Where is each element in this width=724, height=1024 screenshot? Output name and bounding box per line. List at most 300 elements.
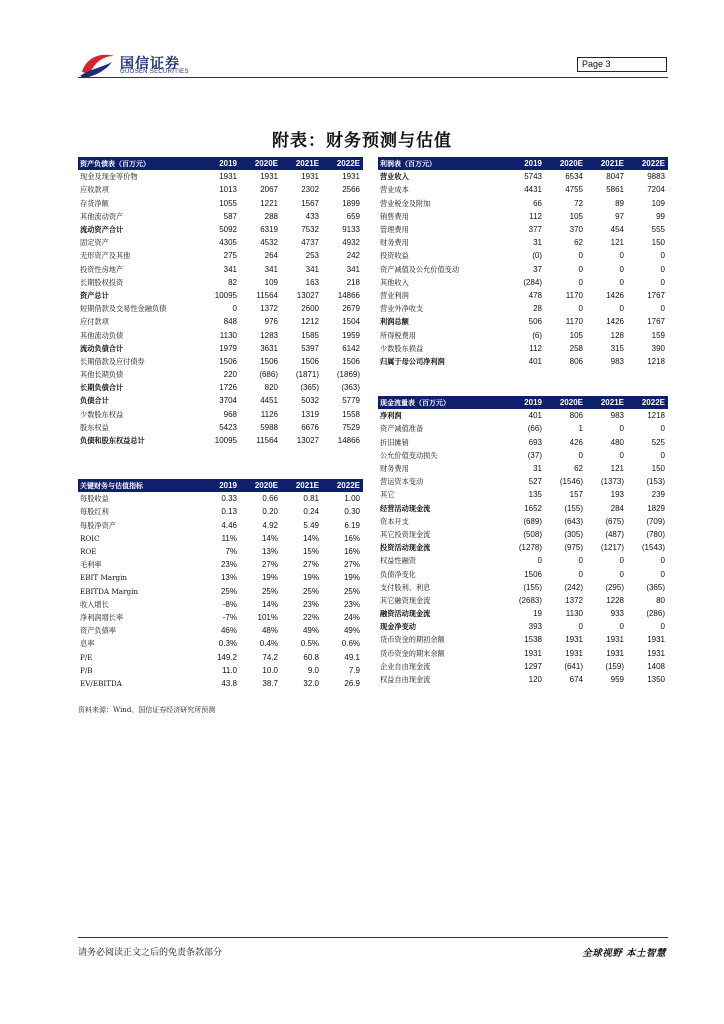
cell-value: 10095 <box>214 436 237 446</box>
table-row <box>378 183 668 196</box>
row-label: 净利润增长率 <box>80 612 124 622</box>
table-row <box>378 249 668 262</box>
table-row <box>378 197 668 210</box>
cell-value: 1.00 <box>344 494 360 504</box>
year-header: 2022E <box>627 157 668 170</box>
cell-value: (365) <box>646 582 665 592</box>
table-row <box>78 585 363 598</box>
table-row <box>378 276 668 289</box>
cell-value: 480 <box>610 437 624 447</box>
cell-value: 0 <box>660 622 665 632</box>
table-row <box>78 368 363 381</box>
cell-value: 1221 <box>260 198 278 208</box>
table-header-row <box>78 157 363 170</box>
cell-value: 6.19 <box>344 520 360 530</box>
cell-value: (37) <box>527 450 542 460</box>
cell-value: 1767 <box>647 290 665 300</box>
cell-value: 401 <box>528 356 542 366</box>
income-statement-table <box>378 157 668 368</box>
year-header: 2021E <box>281 479 322 492</box>
row-label: ROIC <box>80 533 100 543</box>
row-label: 收入增长 <box>80 599 109 609</box>
cell-value: 0 <box>660 569 665 579</box>
cell-value: 1426 <box>606 290 624 300</box>
cell-value: 11564 <box>256 436 278 446</box>
cell-value: 806 <box>569 356 583 366</box>
disclaimer-text: 请务必阅读正文之后的免责条款部分 <box>78 948 223 958</box>
table-row <box>378 607 668 620</box>
cell-value: 49.1 <box>344 652 360 662</box>
cell-value: 370 <box>569 225 583 235</box>
cell-value: 1931 <box>565 648 583 658</box>
row-label: 其它 <box>380 490 395 500</box>
cell-value: 284 <box>610 503 624 513</box>
cell-value: 150 <box>651 238 665 248</box>
cell-value: (6) <box>532 330 542 340</box>
cell-value: 1506 <box>524 569 542 579</box>
cell-value: 983 <box>610 356 624 366</box>
cell-value: 341 <box>305 264 319 274</box>
row-label: 资产负债率 <box>80 626 116 636</box>
row-label: 利润总额 <box>380 317 409 327</box>
table-row <box>78 342 363 355</box>
cell-value: (487) <box>605 529 624 539</box>
cell-value: 15% <box>302 547 319 557</box>
cell-value: (365) <box>300 383 319 393</box>
table-row <box>78 611 363 624</box>
cell-value: 74.2 <box>262 652 278 662</box>
cell-value: 1212 <box>301 317 319 327</box>
table-row <box>78 408 363 421</box>
cell-value: 1931 <box>301 172 319 182</box>
cell-value: 555 <box>651 225 665 235</box>
cell-value: 0 <box>660 264 665 274</box>
cell-value: 0 <box>619 277 624 287</box>
row-label: 折旧摊销 <box>380 437 409 447</box>
row-label: 支付股利、利息 <box>380 582 431 592</box>
row-label: 权益性融资 <box>380 556 416 566</box>
row-label: 少数股东损益 <box>380 343 424 353</box>
cell-value: 1170 <box>565 317 583 327</box>
cell-value: (155) <box>564 503 583 513</box>
cell-value: -8% <box>222 599 237 609</box>
cell-value: 0 <box>660 304 665 314</box>
cell-value: 7204 <box>647 185 665 195</box>
table-row <box>378 223 668 236</box>
cell-value: 0.24 <box>303 507 319 517</box>
cell-value: 0 <box>619 556 624 566</box>
row-label: 息率 <box>80 639 95 649</box>
cell-value: (675) <box>605 516 624 526</box>
cell-value: 1931 <box>647 635 665 645</box>
cell-value: 0 <box>660 450 665 460</box>
year-header: 2022E <box>627 396 668 409</box>
row-label: EBITDA Margin <box>80 586 139 596</box>
cell-value: 2302 <box>301 185 319 195</box>
cell-value: 968 <box>223 409 237 419</box>
row-label: 存货净额 <box>80 198 109 208</box>
cell-value: 1218 <box>647 411 665 421</box>
footer-divider <box>78 937 668 938</box>
table-row <box>78 571 363 584</box>
cell-value: 933 <box>610 609 624 619</box>
cell-value: 0.66 <box>262 494 278 504</box>
cell-value: 0 <box>660 277 665 287</box>
row-label: 无形资产及其他 <box>80 251 131 261</box>
cell-value: 264 <box>264 251 278 261</box>
table-row <box>378 210 668 223</box>
table-row <box>78 223 363 236</box>
cell-value: 9.0 <box>307 665 319 675</box>
year-header: 2019 <box>504 157 545 170</box>
row-label: 负债合计 <box>80 396 109 406</box>
cell-value: (363) <box>341 383 360 393</box>
cell-value: 976 <box>264 317 278 327</box>
cell-value: 0 <box>660 424 665 434</box>
row-label: 其他流动资产 <box>80 211 124 221</box>
table-row <box>78 505 363 518</box>
row-label: 长期股权投资 <box>80 277 124 287</box>
table-row <box>378 567 668 580</box>
row-label: 财务费用 <box>380 464 409 474</box>
cell-value: 23% <box>220 560 237 570</box>
row-label: 净利润 <box>380 411 402 421</box>
cell-value: (975) <box>564 543 583 553</box>
cell-value: 1979 <box>219 343 237 353</box>
cell-value: 2067 <box>260 185 278 195</box>
cell-value: 1319 <box>301 409 319 419</box>
row-label: 其它投资现金流 <box>380 529 431 539</box>
cell-value: 46% <box>220 626 237 636</box>
cell-value: 4451 <box>260 396 278 406</box>
cell-value: (159) <box>605 661 624 671</box>
cell-value: 1372 <box>565 595 583 605</box>
table-title: 关键财务与估值指标 <box>78 479 199 492</box>
cell-value: 1931 <box>260 172 278 182</box>
table-row <box>378 263 668 276</box>
cell-value: 16% <box>343 533 360 543</box>
row-label: 营业外净收支 <box>380 304 424 314</box>
cell-value: 6142 <box>342 343 360 353</box>
cell-value: 1931 <box>647 648 665 658</box>
cell-value: 11% <box>221 533 237 543</box>
cell-value: 275 <box>223 251 237 261</box>
cell-value: 120 <box>528 675 542 685</box>
table-row <box>78 532 363 545</box>
cell-value: 121 <box>610 238 624 248</box>
source-note: 资料来源：Wind、国信证券经济研究所预测 <box>78 706 216 714</box>
table-row <box>378 436 668 449</box>
cell-value: 4.46 <box>221 520 237 530</box>
table-row <box>378 422 668 435</box>
cell-value: 5032 <box>301 396 319 406</box>
row-label: 营业利润 <box>380 290 409 300</box>
cell-value: 1506 <box>219 356 237 366</box>
cell-value: 9883 <box>647 172 665 182</box>
cell-value: 19% <box>261 573 278 583</box>
cell-value: (689) <box>523 516 542 526</box>
cell-value: 4932 <box>342 238 360 248</box>
cell-value: 506 <box>528 317 542 327</box>
table-row <box>378 170 668 183</box>
cell-value: 1585 <box>301 330 319 340</box>
table-row <box>78 249 363 262</box>
cell-value: 1506 <box>301 356 319 366</box>
page-number: Page 3 <box>577 57 667 72</box>
table-row <box>378 554 668 567</box>
table-row <box>378 462 668 475</box>
row-label: 资产减值准备 <box>380 424 424 434</box>
cell-value: 3704 <box>219 396 237 406</box>
cell-value: 99 <box>656 211 665 221</box>
table-row <box>78 183 363 196</box>
cell-value: 1899 <box>342 198 360 208</box>
table-row <box>78 170 363 183</box>
cell-value: 0 <box>660 556 665 566</box>
cell-value: 62 <box>574 238 583 248</box>
row-label: P/E <box>80 652 93 662</box>
cell-value: 109 <box>264 277 278 287</box>
table-row <box>78 289 363 302</box>
slogan-text: 全球视野 本土智慧 <box>582 948 666 959</box>
cell-value: 2679 <box>342 304 360 314</box>
cell-value: 341 <box>223 264 237 274</box>
cell-value: 24% <box>343 612 360 622</box>
table-row <box>78 394 363 407</box>
cell-value: (155) <box>523 582 542 592</box>
cell-value: (1869) <box>336 370 360 380</box>
cell-value: 4532 <box>260 238 278 248</box>
guosen-logo-icon <box>78 50 118 80</box>
cell-value: 1055 <box>219 198 237 208</box>
table-row <box>78 421 363 434</box>
cell-value: 1931 <box>524 648 542 658</box>
row-label: EV/EBITDA <box>80 678 122 688</box>
cell-value: (709) <box>646 516 665 526</box>
row-label: 货币资金的期初余额 <box>380 635 445 645</box>
table-row <box>78 677 363 690</box>
cell-value: 1652 <box>524 503 542 513</box>
cell-value: 1931 <box>342 172 360 182</box>
table-row <box>378 647 668 660</box>
cell-value: 19 <box>533 609 542 619</box>
cell-value: 0.3% <box>218 639 237 649</box>
row-label: 营运资本变动 <box>380 477 424 487</box>
row-label: 股东权益 <box>80 422 109 432</box>
cell-value: 0.5% <box>300 639 319 649</box>
cell-value: 25% <box>302 586 319 596</box>
cell-value: 1506 <box>260 356 278 366</box>
cell-value: 2600 <box>301 304 319 314</box>
cell-value: 1228 <box>606 595 624 605</box>
cell-value: 674 <box>569 675 583 685</box>
row-label: 管理费用 <box>380 225 409 235</box>
cell-value: 1931 <box>606 648 624 658</box>
cell-value: 82 <box>228 277 237 287</box>
cell-value: (1546) <box>559 477 583 487</box>
cell-value: 1931 <box>565 635 583 645</box>
row-label: 长期借款及应付债券 <box>80 356 145 366</box>
cell-value: 5423 <box>219 422 237 432</box>
cell-value: 0 <box>578 622 583 632</box>
cell-value: 159 <box>651 330 665 340</box>
row-label: 每股收益 <box>80 494 109 504</box>
cell-value: 5988 <box>260 422 278 432</box>
cell-value: 14866 <box>337 436 360 446</box>
cell-value: 1218 <box>647 356 665 366</box>
cell-value: 66 <box>533 198 542 208</box>
row-label: 融资活动现金流 <box>380 609 431 619</box>
table-row <box>378 302 668 315</box>
row-label: 货币资金的期末余额 <box>380 648 445 658</box>
cell-value: 23% <box>343 599 360 609</box>
row-label: 投资活动现金流 <box>380 543 431 553</box>
cell-value: 80 <box>656 595 665 605</box>
cell-value: 0 <box>619 622 624 632</box>
cell-value: (1217) <box>600 543 624 553</box>
row-label: 毛利率 <box>80 560 102 570</box>
table-row <box>378 633 668 646</box>
row-label: 其它融资现金流 <box>380 595 431 605</box>
row-label: 流动负债合计 <box>80 343 124 353</box>
row-label: 营业收入 <box>380 172 409 182</box>
cell-value: (641) <box>564 661 583 671</box>
cell-value: 390 <box>651 343 665 353</box>
cell-value: 128 <box>610 330 624 340</box>
cell-value: 1931 <box>606 635 624 645</box>
cell-value: 14% <box>302 533 319 543</box>
cell-value: 37 <box>533 264 542 274</box>
cell-value: 121 <box>610 464 624 474</box>
table-row <box>78 315 363 328</box>
cell-value: 258 <box>569 343 583 353</box>
table-header-row <box>378 396 668 409</box>
row-label: 应付款项 <box>80 317 109 327</box>
table-row <box>78 197 363 210</box>
cell-value: (284) <box>523 277 542 287</box>
cell-value: 32.0 <box>303 678 319 688</box>
table-row <box>78 558 363 571</box>
cell-value: 48% <box>261 626 278 636</box>
cell-value: 1 <box>578 424 583 434</box>
cell-value: 157 <box>569 490 583 500</box>
table-row <box>378 528 668 541</box>
cell-value: (508) <box>523 529 542 539</box>
cell-value: 5.49 <box>303 520 319 530</box>
table-header-row <box>78 479 363 492</box>
cell-value: 101% <box>257 612 278 622</box>
cell-value: 112 <box>529 343 542 353</box>
table-row <box>378 515 668 528</box>
cell-value: 0 <box>232 304 237 314</box>
table-row <box>78 598 363 611</box>
cell-value: 23% <box>302 599 319 609</box>
cell-value: 0 <box>619 569 624 579</box>
row-label: 每股净资产 <box>80 520 116 530</box>
cell-value: 1767 <box>647 317 665 327</box>
cell-value: 26.9 <box>344 678 360 688</box>
cell-value: 0 <box>619 424 624 434</box>
cell-value: 315 <box>610 343 624 353</box>
cell-value: 1504 <box>342 317 360 327</box>
cell-value: 28 <box>533 304 542 314</box>
cell-value: 1726 <box>219 383 237 393</box>
table-row <box>378 236 668 249</box>
cell-value: 1350 <box>647 675 665 685</box>
cell-value: 525 <box>651 437 665 447</box>
cell-value: 11.0 <box>222 665 237 675</box>
cell-value: 1506 <box>342 356 360 366</box>
cell-value: 0 <box>578 264 583 274</box>
cell-value: 25% <box>343 586 360 596</box>
table-row <box>378 620 668 633</box>
cell-value: 5861 <box>606 185 624 195</box>
row-label: 权益自由现金流 <box>380 675 431 685</box>
cell-value: 341 <box>264 264 278 274</box>
cell-value: 218 <box>346 277 360 287</box>
table-row <box>378 581 668 594</box>
table-header-row <box>378 157 668 170</box>
cell-value: (1543) <box>641 543 665 553</box>
cell-value: 135 <box>528 490 542 500</box>
cell-value: 959 <box>610 675 624 685</box>
row-label: 固定资产 <box>80 238 109 248</box>
cell-value: 4737 <box>301 238 319 248</box>
cell-value: 0 <box>578 304 583 314</box>
year-header: 2020E <box>545 157 586 170</box>
cell-value: 10.0 <box>262 665 278 675</box>
table-row <box>378 660 668 673</box>
cell-value: 7529 <box>342 422 360 432</box>
cell-value: 288 <box>264 211 278 221</box>
row-label: 少数股东权益 <box>80 409 124 419</box>
cell-value: 426 <box>569 437 583 447</box>
cell-value: 341 <box>346 264 360 274</box>
table-row <box>78 624 363 637</box>
table-row <box>378 475 668 488</box>
row-label: 其他流动负债 <box>80 330 124 340</box>
cell-value: 13027 <box>296 436 319 446</box>
cell-value: 25% <box>261 586 278 596</box>
cell-value: 0 <box>578 569 583 579</box>
table-row <box>378 502 668 515</box>
cell-value: (2683) <box>518 595 542 605</box>
cell-value: 983 <box>610 411 624 421</box>
cell-value: 43.8 <box>221 678 237 688</box>
cell-value: 0 <box>537 556 542 566</box>
year-header: 2022E <box>322 479 363 492</box>
row-label: 资产减值及公允价值变动 <box>380 264 460 274</box>
row-label: 归属于母公司净利润 <box>380 356 445 366</box>
cell-value: 109 <box>651 198 665 208</box>
cell-value: 377 <box>528 225 542 235</box>
table-row <box>378 488 668 501</box>
cell-value: 2566 <box>342 185 360 195</box>
cell-value: 0 <box>578 251 583 261</box>
row-label: 所得税费用 <box>380 330 416 340</box>
cell-value: (242) <box>564 582 583 592</box>
cell-value: 14866 <box>337 290 360 300</box>
cell-value: 27% <box>302 560 319 570</box>
row-label: 经营活动现金流 <box>380 503 431 513</box>
cell-value: (780) <box>646 529 665 539</box>
cell-value: 0 <box>619 304 624 314</box>
table-row <box>378 449 668 462</box>
row-label: 资产总计 <box>80 290 109 300</box>
cell-value: 193 <box>610 490 624 500</box>
row-label: P/B <box>80 665 93 675</box>
row-label: 公允价值变动损失 <box>380 450 438 460</box>
